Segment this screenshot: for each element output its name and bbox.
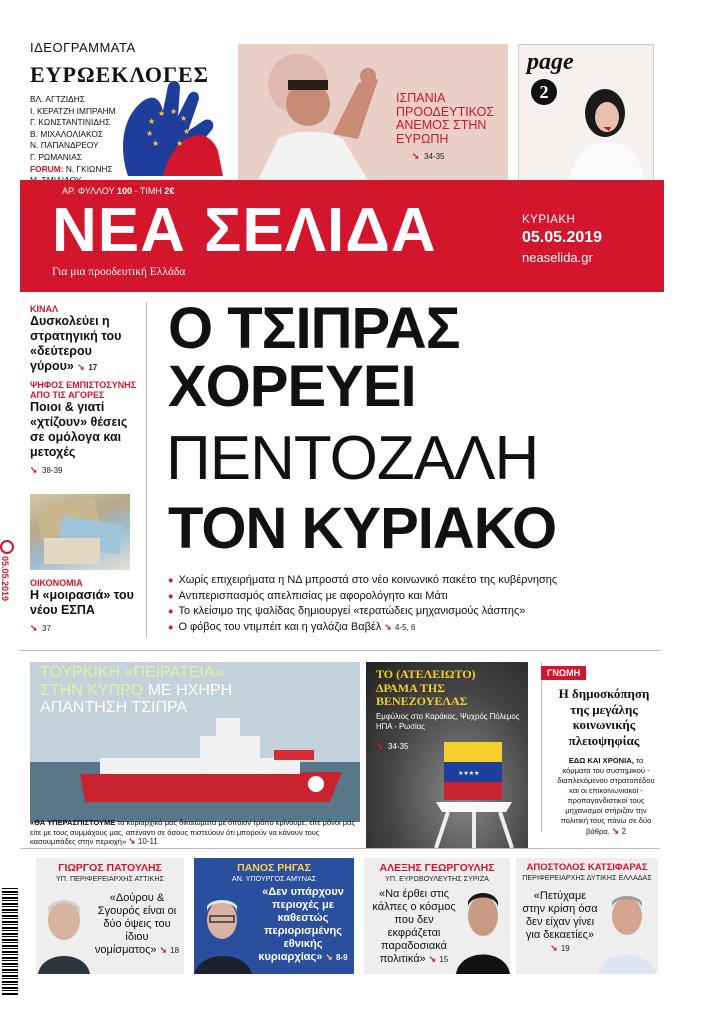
side-logo-icon [0,540,14,554]
issue-date: 05.05.2019 [522,229,603,246]
turkey-caption: «ΘΑ ΥΠΕΡΑΣΠΙΣΤΟΥΜΕ τα κυριαρχικά μας δικαιώματα με όποιον τρόπο κρίνουμε, είτε μόνοι μας είτε με τους συμμάχους μας, απέναντι σε όσους πιστεύουν ότι μπορούν να κάνουν τους κασουμπάδες στην περιοχή» ➘ 10-11 [30,818,356,846]
interviewee-name: ΑΠΟΣΤΟΛΟΣ ΚΑΤΣΙΦΑΡΑΣ [526,862,648,873]
spain-line: ΙΣΠΑΝΙΑ [396,91,446,105]
page2-title: page [527,49,574,75]
story-kicker: ΚΙΝΑΛ [30,304,59,314]
interview-rigas[interactable] [194,858,354,974]
interviewee-name: ΠΑΝΟΣ ΡΗΓΑΣ [237,862,311,874]
author: Γ. ΚΩΝΣΤΑΝΤΙΝΙΔΗΣ [30,117,111,128]
author: Γ. ΡΩΜΑΝΙΑΣ [30,151,82,162]
side-date: 05.05.2019 [0,556,10,602]
interview-quote: «Να έρθει στις κάλπες ο κόσμος που δεν εκφράζεται παραδοσιακά πολιτικά» ➘ 15 [372,888,456,965]
interviewee-role: ΥΠ. ΕΥΡΩΒΟΥΛΕΥΤΗΣ ΣΥΡΙΖΑ [385,874,489,883]
barcode [2,888,18,996]
svg-text:★: ★ [170,107,178,116]
bullet-icon: ● [168,606,174,616]
money-photo [30,494,130,570]
interviewee-role: ΑΝ. ΥΠΟΥΡΓΟΣ ΑΜΥΝΑΣ [231,874,317,883]
svg-text:★★★★: ★★★★ [458,770,480,777]
forum-label: FORUM: [30,163,64,174]
money-photo-illustration [30,494,130,570]
main-headline-line4: ΤΟΝ ΚΥΡΙΑΚΟ [168,496,557,561]
bullet-icon: ● [168,590,174,601]
issue-info: ΑΡ. ΦΥΛΛΟΥ 100 - ΤΙΜΗ 2€ [62,186,175,196]
main-headline-line1: Ο ΤΣΙΠΡΑΣ [168,296,460,361]
bullet-item: ● Το κλείσιμο της ψαλίδας δημιουργεί «τερατώδεις μηχανισμούς λάσπης» [168,605,526,617]
spain-line: ΕΥΡΩΠΗ [396,131,449,146]
georgoulis-photo [456,886,510,974]
newspaper-title: ΝΕΑ ΣΕΛΙΔΑ [52,196,437,265]
svg-text:★: ★ [176,139,184,148]
svg-text:★: ★ [180,114,188,123]
svg-text:★: ★ [146,129,154,138]
left-story-kinal[interactable] [30,304,138,375]
section-label: ΙΔΕΟΓΡΑΜΜΑΤΑ [30,40,136,55]
page-arrow-icon: ➘ [376,741,384,751]
section-divider [20,650,660,651]
patoulis-photo [38,894,90,974]
story-page-ref: ➘ 38-39 [30,465,63,475]
interview-quote: «Δεν υπάρχουν περιοχές με καθεστώς περιορισμένης εθνικής κυριαρχίας» ➘ 8-9 [258,886,348,963]
story-headline: Ποιοι & γιατί «χτίζουν» θέσεις σε ομόλογα και μετοχές [30,400,128,459]
bullet-item: ● Ο φόβος του ντιμπέιτ και η γαλάζια Βαβέλ ➘ 4-5, 6 [168,620,416,633]
main-headline-line2: ΧΟΡΕΥΕΙ [168,354,416,419]
singer-photo [559,85,651,181]
bullet-icon: ● [168,621,174,632]
interview-quote: «Δούρου & Σγουρός είναι οι δύο όψεις του ίδιου νομίσματος» ➘ 18 [94,892,180,956]
author: ΒΛ. ΑΓΤΖΙΔΗΣ [30,94,85,104]
story-headline: Δυσκολεύει η στρατηγική του «δεύτερου γύρου» ➘ 17 [30,314,122,373]
page-arrow-icon: ➘ [325,952,333,962]
author: Β. ΜΙΧΑΛΟΛΙΑΚΟΣ [30,128,104,139]
interviewee-name: ΓΙΩΡΓΟΣ ΠΑΤΟΥΛΗΣ [58,862,162,874]
page-arrow-icon: ➘ [428,954,437,964]
svg-text:★: ★ [152,139,160,148]
page-arrow-icon: ➘ [128,836,136,846]
katsifaras-photo [598,888,656,974]
turkey-line3: ΑΠΑΝΤΗΣΗ ΤΣΙΠΡΑ [40,699,188,716]
turkey-line1: ΤΟΥΡΚΙΚΗ «ΠΕΙΡΑΤΕΙΑ» [40,664,224,681]
forum-author: Ν. ΓΚΙΩΝΗΣ [65,163,113,174]
spain-page-ref: ➘ 34-35 [412,151,445,161]
left-story-espa[interactable] [30,578,138,636]
page-arrow-icon: ➘ [77,362,85,372]
opinion-headline[interactable]: Η δημοσκόπηση της μεγάλης κοινωνικής πλειοψηφίας [558,686,650,748]
bullet-item: ● Χωρίς επιχειρήματα η ΝΔ μπροστά στο νέο κοινωνικό πακέτο της κυβέρνησης [168,574,558,586]
bullet-item: ● Αντιπερισπασμός απελπισίας με αφορολόγητο και Μάτι [168,589,448,602]
page2-number: 2 [531,79,557,105]
svg-text:★: ★ [158,109,166,118]
venezuela-page-ref: ➘ 34-35 [376,741,409,751]
page-arrow-icon: ➘ [30,465,38,475]
interview-quote: «Πετύχαμε στην κρίση όσα δεν είχαν γίνει για δεκαετίες» ➘ 19 [522,890,598,953]
venezuela-subtitle: Εμφύλιος στο Καράκας, Ψυχρός Πόλεμος ΗΠΑ - Ρωσίας [376,712,520,731]
interviewee-role: ΥΠ. ΠΕΡΙΦΕΡΕΙΑΡΧΗΣ ΑΤΤΙΚΗΣ [56,874,164,883]
section-title: ΕΥΡΩΕΚΛΟΓΕΣ [30,62,210,87]
opinion-divider [541,662,542,832]
interview-patoulis[interactable] [36,858,184,974]
venezuela-headline[interactable]: ΤΟ (ΑΤΕΛΕΙΩΤΟ) ΔΡΑΜΑ ΤΗΣ ΒΕΝΕΖΟΥΕΛΑΣ [376,667,476,708]
rigas-photo [194,894,252,974]
left-story-markets[interactable] [30,380,138,478]
page-arrow-icon: ➘ [159,945,168,955]
website: neaselida.gr [522,250,593,265]
interview-katsifaras[interactable] [516,858,658,974]
section-divider [20,848,660,849]
column-divider [146,302,147,638]
story-headline: Η «μοιρασιά» του νέου ΕΣΠΑ [30,588,134,617]
story-page-ref: ➘ 37 [30,623,51,633]
main-bullets [168,573,557,635]
page-arrow-icon: ➘ [384,621,392,632]
page-arrow-icon: ➘ [412,151,420,161]
bullet-icon: ● [168,575,174,585]
page-arrow-icon: ➘ [30,623,38,633]
spain-headline [396,92,494,146]
svg-text:★: ★ [183,127,191,136]
eu-hands-illustration [108,76,228,176]
turkey-headline[interactable] [40,664,232,717]
opinion-body: ΕΔΩ ΚΑΙ ΧΡΟΝΙΑ, τα κόμματα του συστημικού - διαπλεκόμενου στρατοπέδου και οι επικοινωνιακοί - προπαγανδιστικοί τους μηχανισμοί στήριζαν την πολιτική τους πάνω σε δύο βάθρα. ➘ 2 [557,756,655,836]
author: Ι. ΚΕΡΑΤΖΗ ΙΜΠΡΑΗΜ [30,105,116,116]
issue-day: ΚΥΡΙΑΚΗ [522,214,576,226]
opinion-label: ΓΝΩΜΗ [541,666,586,680]
story-kicker: ΟΙΚΟΝΟΜΙΑ [30,578,83,588]
main-headline-line3: ΠΕΝΤΟΖΑΛΗ [166,424,539,493]
page-arrow-icon: ➘ [611,826,620,836]
spain-line: ΑΝΕΜΟΣ ΣΤΗΝ [396,118,487,132]
page-arrow-icon: ➘ [550,943,558,953]
turkey-line2: ΣΤΗΝ ΚΥΠΡΟ ΜΕ ΗΧΗΡΗ [40,681,233,699]
author: Ν. ΠΑΠΑΝΔΡΕΟΥ [30,140,99,151]
svg-text:★: ★ [148,117,156,126]
interview-georgoulis[interactable] [364,858,510,974]
interviewee-name: ΑΛΕΞΗΣ ΓΕΩΡΓΟΥΛΗΣ [379,862,495,874]
spain-line: ΠΡΟΟΔΕΥΤΙΚΟΣ [396,104,495,119]
story-kicker: ΨΗΦΟΣ ΕΜΠΙΣΤΟΣΥΝΗΣ ΑΠΟ ΤΙΣ ΑΓΟΡΕΣ [30,380,137,400]
interviewee-role: ΠΕΡΙΦΕΡΕΙΑΡΧΗΣ ΔΥΤΙΚΗΣ ΕΛΛΑΔΑΣ [522,873,652,882]
newspaper-subtitle: Για μια προοδευτική Ελλάδα [52,266,186,278]
